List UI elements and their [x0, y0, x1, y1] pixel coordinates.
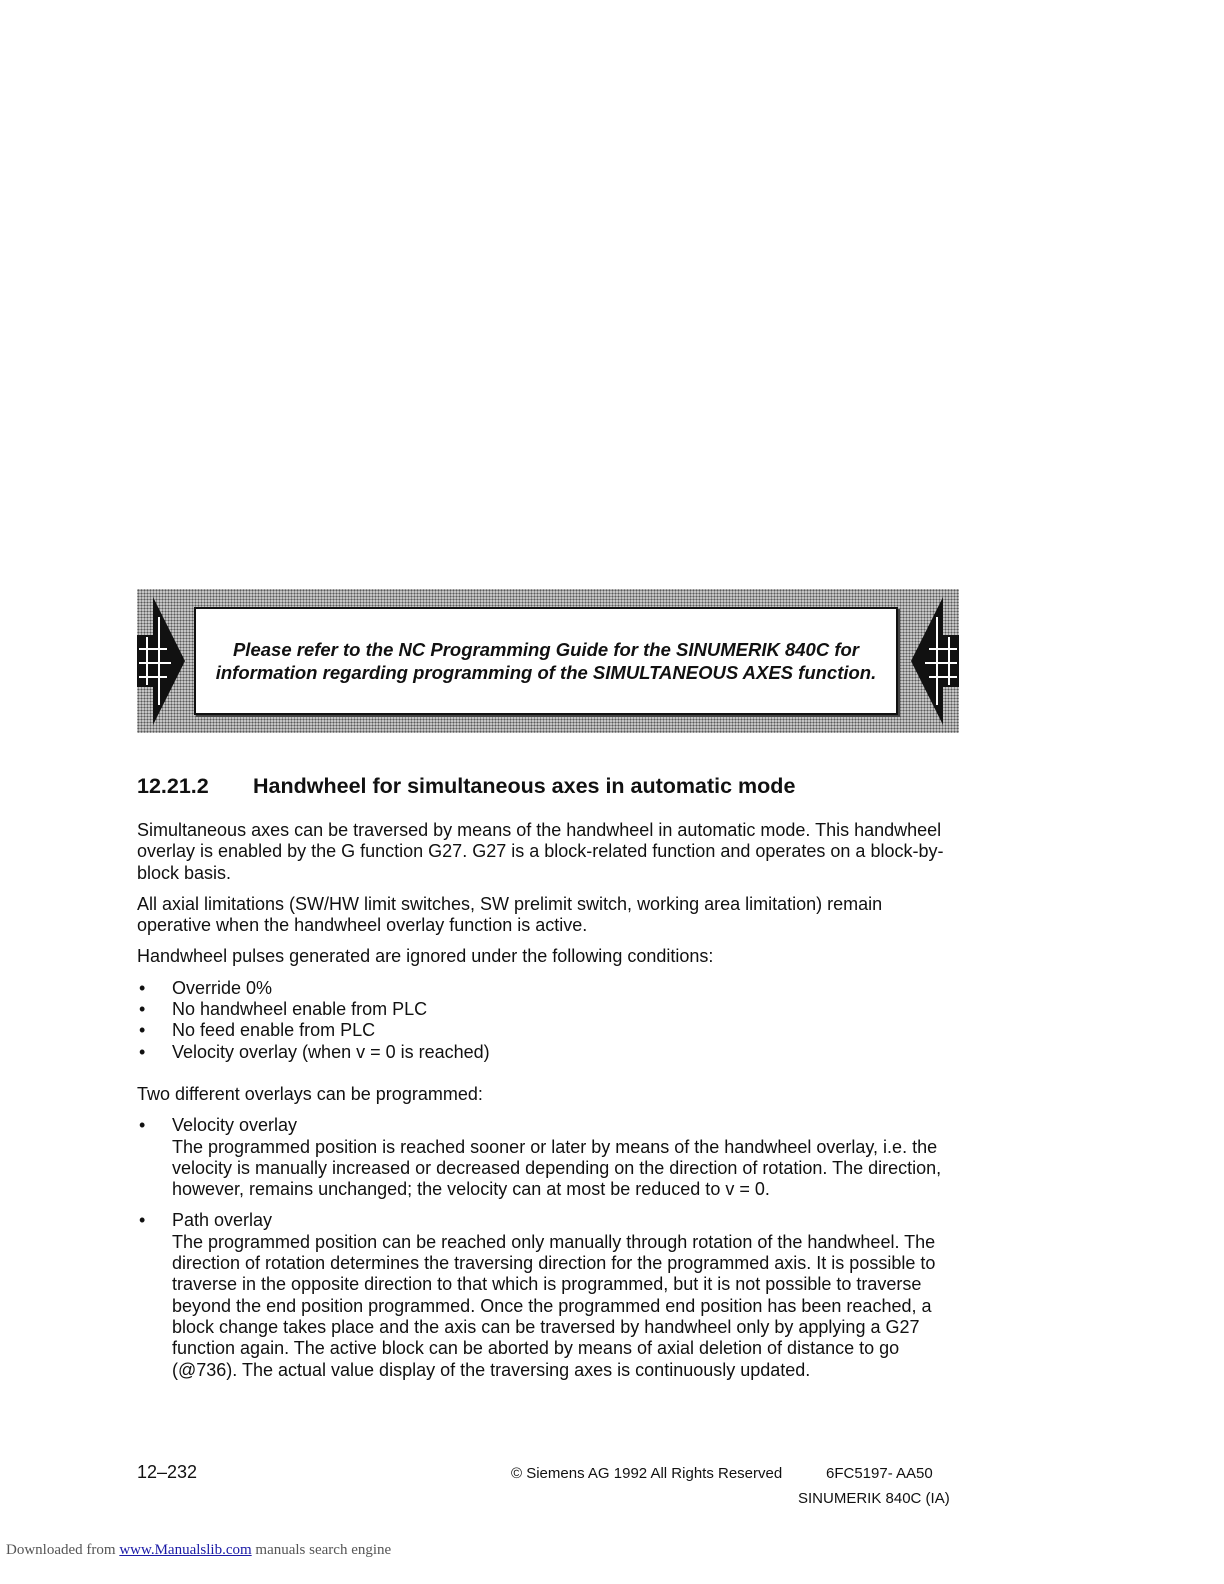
- list-item: [137, 1210, 957, 1380]
- body-text: [137, 820, 957, 1391]
- bullet: •: [139, 1020, 146, 1041]
- section-number: 12.21.2: [137, 774, 209, 798]
- list-item: [137, 999, 957, 1020]
- page-number: 12–232: [137, 1462, 198, 1482]
- copyright: © Siemens AG 1992 All Rights Reserved: [511, 1465, 783, 1482]
- list-item-text: No feed enable from PLC: [172, 1020, 376, 1041]
- overlay-title: Path overlay: [172, 1210, 273, 1231]
- bullet: •: [139, 1041, 146, 1062]
- bullet: •: [139, 977, 146, 998]
- bullet: •: [139, 999, 146, 1020]
- product-name: SINUMERIK 840C (IA): [798, 1490, 950, 1507]
- list-item: [137, 1115, 957, 1200]
- bullet: •: [139, 1115, 146, 1136]
- overlays-intro: Two different overlays can be programmed:: [137, 1083, 483, 1104]
- list-item-text: No handwheel enable from PLC: [172, 999, 428, 1020]
- note-panel: [194, 607, 898, 715]
- section-heading: [137, 774, 795, 799]
- bullet: •: [139, 1210, 146, 1231]
- paragraph: Simultaneous axes can be traversed by means of the handwheel in automatic mode. This handwheel overlay is enabled by the G function G27. G27 is a block-related function and operates on a block-by-block basis.: [137, 820, 944, 883]
- paragraph: Handwheel pulses generated are ignored under the following conditions:: [137, 946, 714, 967]
- download-line: [6, 1542, 391, 1559]
- overlay-description: The programmed position is reached sooner or later by means of the handwheel overlay, i.e. the velocity is manually increased or decreased depending on the direction of rotation. The direction, however, remains unchanged; the velocity can at most be reduced to v = 0.: [172, 1136, 942, 1200]
- overlay-description: The programmed position can be reached only manually through rotation of the handwheel. The direction of rotation determines the traversing direction for the programmed axis. It is possible to traverse in the opposite direction to that which is programmed, but it is not possible to traverse beyond the end position programmed. Once the programmed end position has been reached, a block change takes place and the axis can be traversed by handwheel only by applying a G27 function again. The active block can be aborted by means of axial deletion of distance to go (@736). The actual value display of the traversing axes is continuously updated.: [172, 1231, 936, 1380]
- left-arrow-icon: [909, 597, 959, 725]
- download-prefix: Downloaded from: [6, 1542, 120, 1558]
- manualslib-link[interactable]: www.Manualslib.com: [119, 1542, 252, 1558]
- list-item: [137, 978, 957, 999]
- section-title: Handwheel for simultaneous axes in automatic mode: [253, 774, 796, 798]
- order-number: 6FC5197- AA50: [826, 1465, 933, 1482]
- download-suffix: manuals search engine: [251, 1542, 392, 1558]
- overlay-title: Velocity overlay: [172, 1115, 298, 1136]
- list-item: [137, 1042, 957, 1063]
- list-item-text: Override 0%: [172, 977, 273, 998]
- list-item: [137, 1020, 957, 1041]
- conditions-list: [137, 978, 957, 1063]
- overlays-list: [137, 1115, 957, 1381]
- list-item-text: Velocity overlay (when v = 0 is reached): [172, 1041, 490, 1062]
- right-arrow-icon: [137, 597, 187, 725]
- note-text: Please refer to the NC Programming Guide for the SINUMERIK 840C for information regarding programming of the SIMULTANEOUS AXES function.: [215, 638, 877, 683]
- note-box: [137, 589, 959, 733]
- paragraph: All axial limitations (SW/HW limit switches, SW prelimit switch, working area limitation) remain operative when the handwheel overlay function is active.: [137, 893, 883, 936]
